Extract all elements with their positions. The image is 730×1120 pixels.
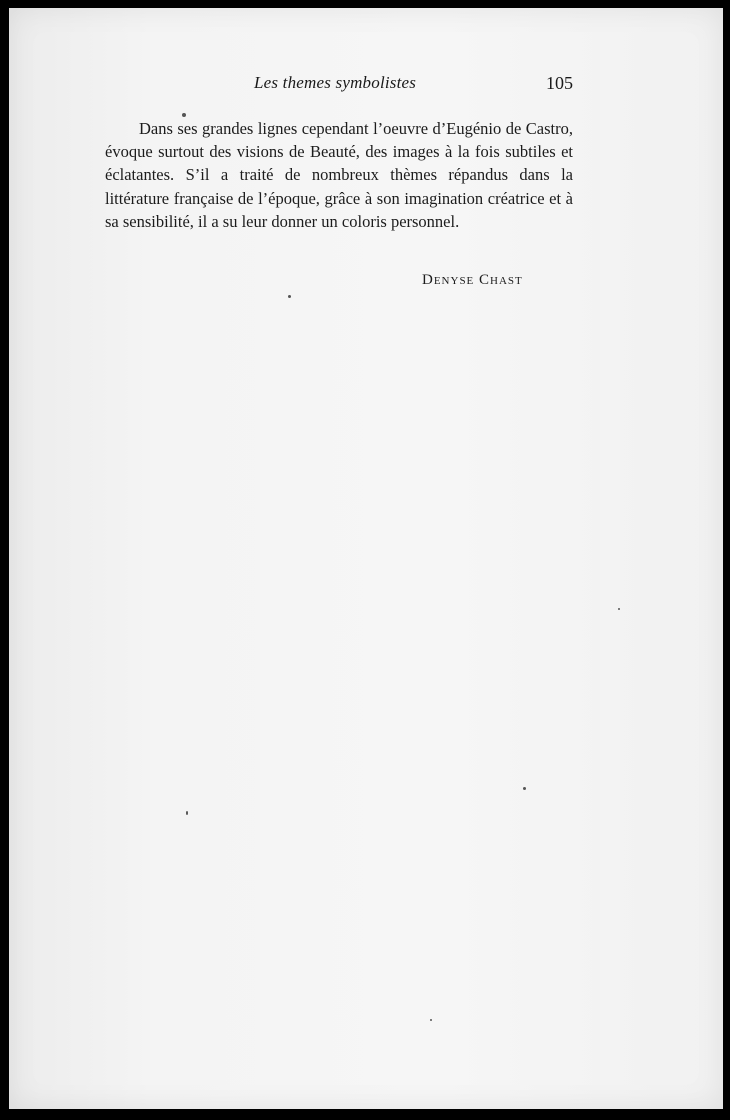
- page-number: 105: [546, 73, 573, 93]
- scan-speck: [288, 295, 291, 298]
- scan-speck: [618, 608, 620, 610]
- running-head: Les themes symbolistes: [254, 73, 417, 92]
- scan-speck: [523, 787, 526, 790]
- scan-speck: [186, 811, 188, 815]
- scan-speck: [430, 1019, 432, 1021]
- author-signature: Denyse Chast: [422, 272, 523, 288]
- body-paragraph: Dans ses grandes lignes cependant l’oeuvre d’Eugénio de Castro, évoque surtout des visions de Beauté, des images à la fois subtiles et éclatantes. S’il a traité de nombreux thèmes répandus dans la littérature française de l’époque, grâce à son imagination créatrice et à sa sensibilité, il a su leur donner un coloris personnel.: [105, 119, 573, 231]
- scan-speck: [182, 113, 186, 117]
